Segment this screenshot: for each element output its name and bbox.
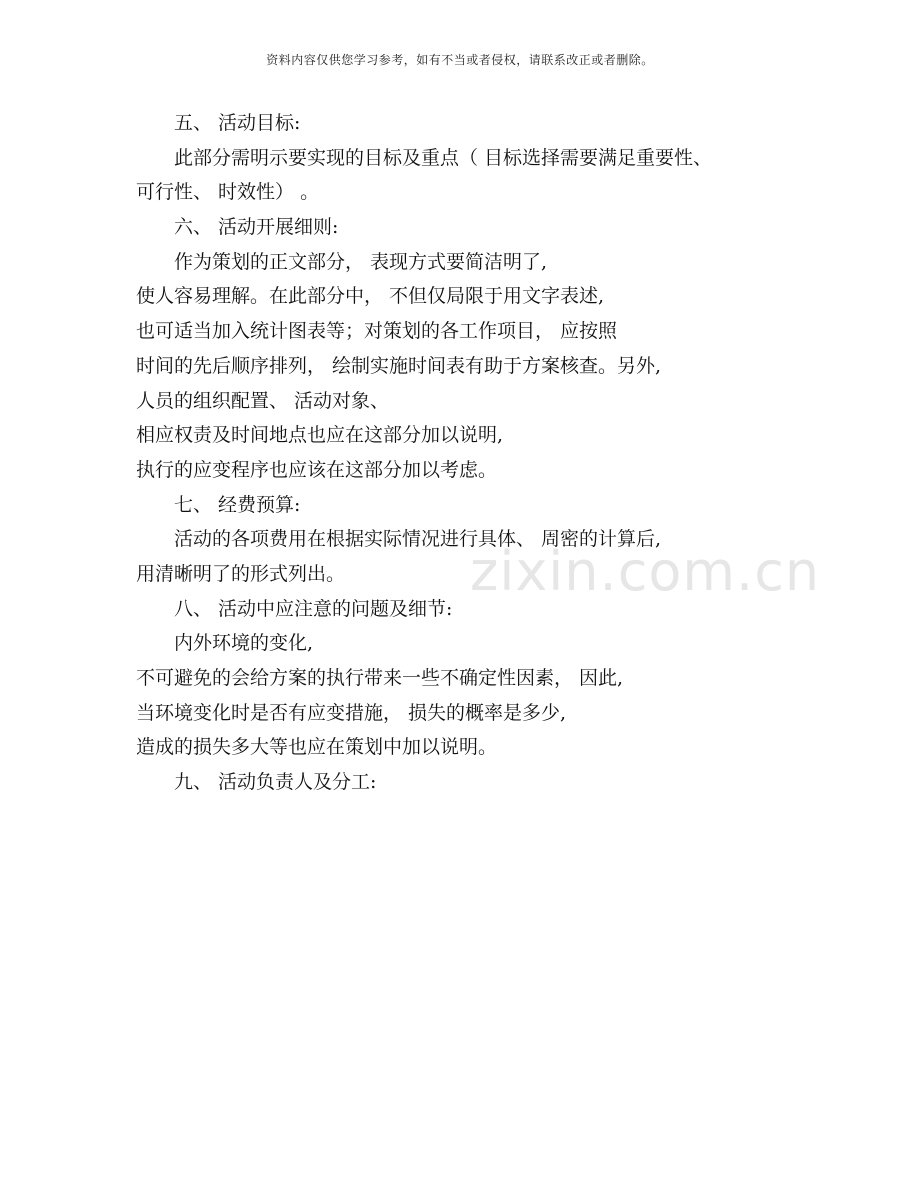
text-line: 时间的先后顺序排列， 绘制实施时间表有助于方案核查。另外, [136,354,662,377]
text-line: 当环境变化时是否有应变措施， 损失的概率是多少, [136,701,567,724]
text-line: 内外环境的变化, [174,632,314,655]
text-line: 活动的各项费用在根据实际情况进行具体、 周密的计算后, [174,528,662,551]
text-line: 也可适当加入统计图表等；对策划的各工作项目， 应按照 [136,320,618,343]
header-disclaimer: 资料内容仅供您学习参考，如有不当或者侵权，请联系改正或者删除。 [266,53,654,67]
text-line: 相应权责及时间地点也应在这部分加以说明, [136,424,504,447]
watermark: zixin.com.cn [470,540,821,603]
document-body [136,106,816,800]
text-line: 可行性、 时效性） 。 [136,181,320,204]
text-line: 七、 经费预算: [174,493,301,516]
text-line: 人员的组织配置、 活动对象、 [136,389,390,412]
text-line: 执行的应变程序也应该在这部分加以考虑。 [136,458,498,481]
text-line: 九、 活动负责人及分工: [174,771,377,794]
text-line: 六、 活动开展细则: [174,216,339,239]
text-line: 造成的损失多大等也应在策划中加以说明。 [136,736,498,759]
text-line: 八、 活动中应注意的问题及细节: [174,597,453,620]
text-line: 不可避免的会给方案的执行带来一些不确定性因素， 因此, [136,667,624,689]
text-line: 此部分需明示要实现的目标及重点（ 目标选择需要满足重要性、 [174,146,713,169]
text-line: 用清晰明了的形式列出。 [136,562,346,585]
text-line: 作为策划的正文部分， 表现方式要简洁明了, [174,250,548,273]
text-line: 五、 活动目标: [174,112,301,134]
text-line: 使人容易理解。在此部分中， 不但仅局限于用文字表述, [136,285,605,308]
